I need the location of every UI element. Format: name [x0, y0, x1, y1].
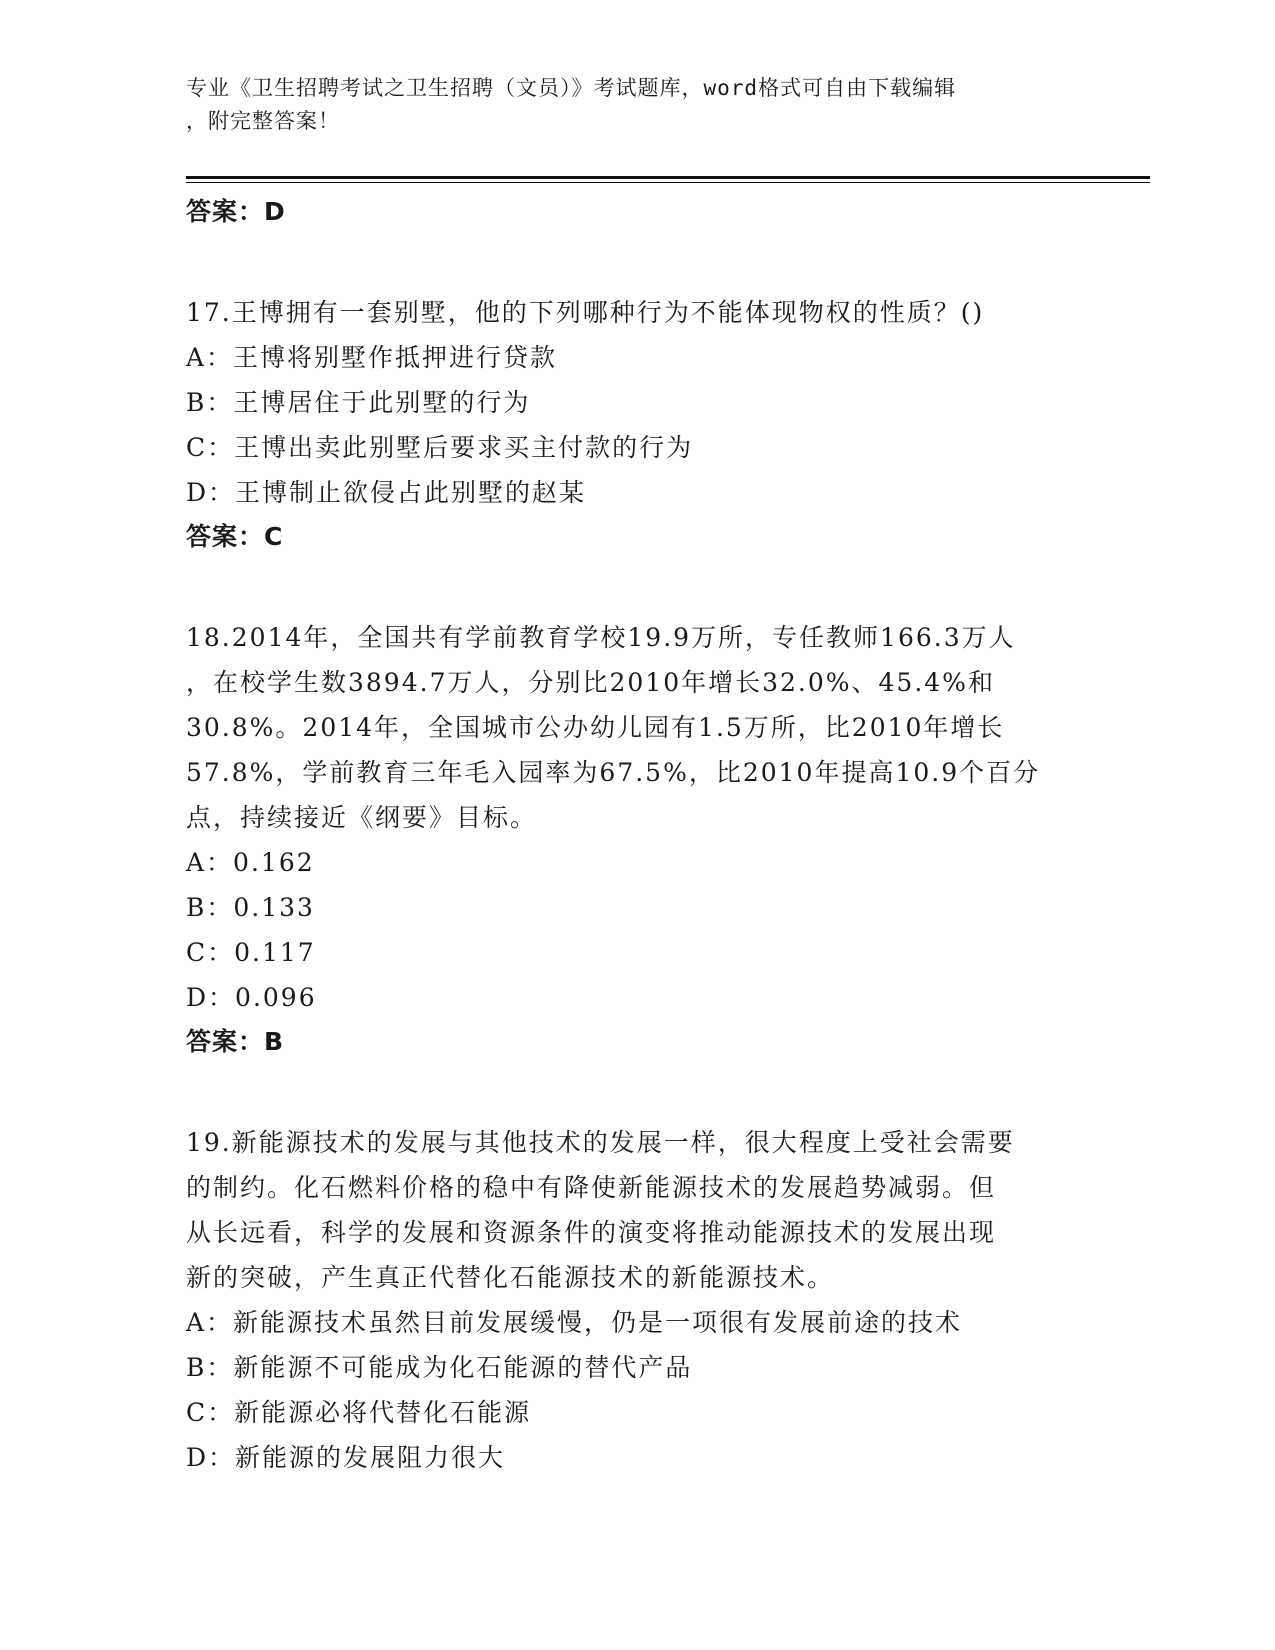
- question-19: [186, 1120, 1086, 1480]
- question-19-option-c: C：新能源必将代替化石能源: [186, 1398, 532, 1427]
- header-divider-thick: [186, 176, 1150, 179]
- question-18: [186, 615, 1086, 1064]
- spacer: [186, 1064, 1086, 1120]
- question-18-option-b: B：0.133: [186, 893, 315, 922]
- question-18-option-c: C：0.117: [186, 938, 316, 967]
- question-17-option-c: C：王博出卖此别墅后要求买主付款的行为: [186, 433, 694, 462]
- answer-18: 答案：B: [186, 1027, 285, 1056]
- page-header: [186, 72, 1066, 138]
- question-19-text-line: 新的突破，产生真正代替化石能源技术的新能源技术。: [186, 1263, 835, 1292]
- question-18-text-line: 57.8%，学前教育三年毛入园率为67.5%，比2010年提高10.9个百分: [186, 758, 1041, 787]
- question-18-text-line: 点，持续接近《纲要》目标。: [186, 803, 538, 832]
- header-line-2: ，附完整答案！: [186, 109, 340, 133]
- question-19-option-d: D：新能源的发展阻力很大: [186, 1443, 506, 1472]
- question-19-text-line: 19.新能源技术的发展与其他技术的发展一样，很大程度上受社会需要: [186, 1128, 1015, 1157]
- question-list: [186, 186, 1086, 1480]
- question-18-option-d: D：0.096: [186, 983, 317, 1012]
- answer-16: 答案：D: [186, 197, 286, 226]
- question-17-option-b: B：王博居住于此别墅的行为: [186, 388, 531, 417]
- question-19-option-b: B：新能源不可能成为化石能源的替代产品: [186, 1353, 693, 1382]
- question-17: [186, 290, 1086, 559]
- question-18-text-line: 30.8%。2014年，全国城市公办幼儿园有1.5万所，比2010年增长: [186, 713, 1005, 742]
- question-17-text: 17.王博拥有一套别墅，他的下列哪种行为不能体现物权的性质？(): [186, 298, 985, 327]
- question-17-option-a: A：王博将别墅作抵押进行贷款: [186, 343, 558, 372]
- header-line-1: 专业《卫生招聘考试之卫生招聘（文员）》考试题库，word格式可自由下载编辑: [186, 76, 957, 100]
- spacer: [186, 559, 1086, 615]
- question-17-option-d: D：王博制止欲侵占此别墅的赵某: [186, 478, 587, 507]
- header-divider-thin: [186, 182, 1150, 183]
- question-18-option-a: A：0.162: [186, 848, 315, 877]
- spacer: [186, 234, 1086, 290]
- question-18-text-line: 18.2014年，全国共有学前教育学校19.9万所，专任教师166.3万人: [186, 623, 1016, 652]
- question-18-text-line: ，在校学生数3894.7万人，分别比2010年增长32.0%、45.4%和: [186, 668, 995, 697]
- question-19-option-a: A：新能源技术虽然目前发展缓慢，仍是一项很有发展前途的技术: [186, 1308, 963, 1337]
- answer-17: 答案：C: [186, 522, 284, 551]
- question-19-text-line: 的制约。化石燃料价格的稳中有降使新能源技术的发展趋势减弱。但: [186, 1173, 997, 1202]
- question-19-text-line: 从长远看，科学的发展和资源条件的演变将推动能源技术的发展出现: [186, 1218, 997, 1247]
